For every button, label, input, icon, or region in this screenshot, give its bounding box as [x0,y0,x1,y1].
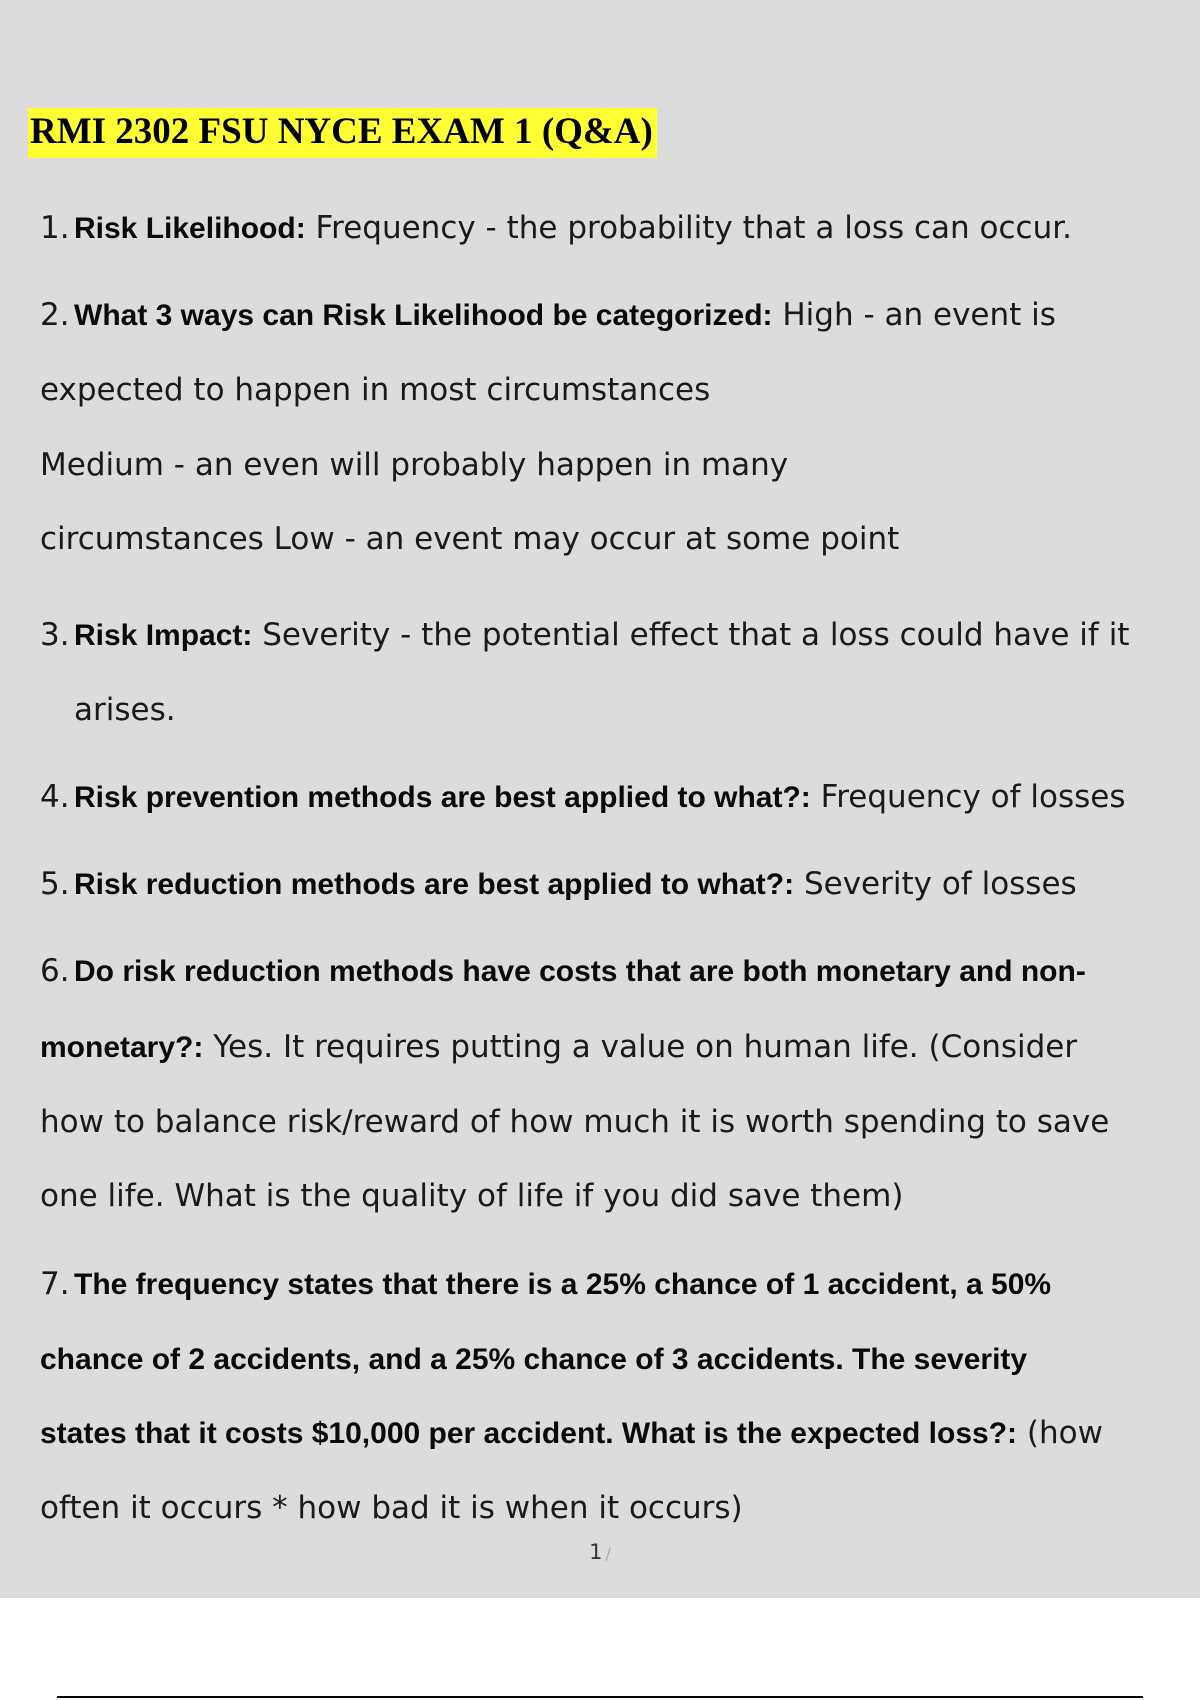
question-text: What 3 ways can Risk Likelihood be categorized: [74,299,773,332]
answer-text: Severity - the potential effect that a loss could have if it [252,617,1130,653]
qa-line [40,617,1129,653]
item-number: 5. [40,866,70,902]
answer-line: circumstances Low - an event may occur at some point [40,521,900,557]
qa-line [40,1341,1027,1377]
qa-line [40,866,1077,902]
answer-line: one life. What is the quality of life if you did save them) [40,1178,904,1214]
qa-line [40,210,1072,246]
question-text: monetary?: [40,1031,204,1064]
page-number-value: 1 [589,1540,603,1564]
question-text: Risk Impact: [74,619,253,652]
question-text: Risk reduction methods are best applied to what?: [74,868,795,901]
answer-line: often it occurs * how bad it is when it occurs) [40,1490,743,1526]
answer-line: expected to happen in most circumstances [40,372,711,408]
answer-line: arises. [74,692,176,728]
item-number: 4. [40,779,70,815]
answer-line: how to balance risk/reward of how much it is worth spending to save [40,1104,1110,1140]
qa-line [40,297,1056,333]
qa-line [40,1415,1103,1451]
question-text: states that it costs $10,000 per accident. What is the expected loss?: [40,1417,1018,1450]
answer-line: Medium - an even will probably happen in many [40,447,789,483]
item-number: 1. [40,210,70,246]
question-text: Risk prevention methods are best applied to what?: [74,781,811,814]
question-text: Do risk reduction methods have costs that are both monetary and non- [74,955,1086,988]
item-number: 3. [40,617,70,653]
next-page-header-rule [57,1696,1143,1698]
question-text: Risk Likelihood: [74,212,306,245]
page-number-suffix: / [605,1544,611,1563]
qa-line [40,1029,1077,1065]
answer-text: Severity of losses [794,866,1077,902]
document-title: RMI 2302 FSU NYCE EXAM 1 (Q&A) [28,108,657,158]
answer-text: Yes. It requires putting a value on human life. (Consider [203,1029,1078,1065]
qa-line [40,1266,1051,1302]
item-number: 6. [40,953,70,989]
qa-line [40,953,1086,989]
question-text: chance of 2 accidents, and a 25% chance of 3 accidents. The severity [40,1343,1028,1376]
qa-line [40,779,1126,815]
answer-text: (how [1017,1415,1103,1451]
item-number: 2. [40,297,70,333]
answer-text: Frequency of losses [810,779,1126,815]
answer-text: Frequency - the probability that a loss can occur. [305,210,1072,246]
item-number: 7. [40,1266,70,1302]
answer-text: High - an event is [772,297,1056,333]
page-number [0,1540,1200,1564]
question-text: The frequency states that there is a 25% chance of 1 accident, a 50% [74,1268,1052,1301]
